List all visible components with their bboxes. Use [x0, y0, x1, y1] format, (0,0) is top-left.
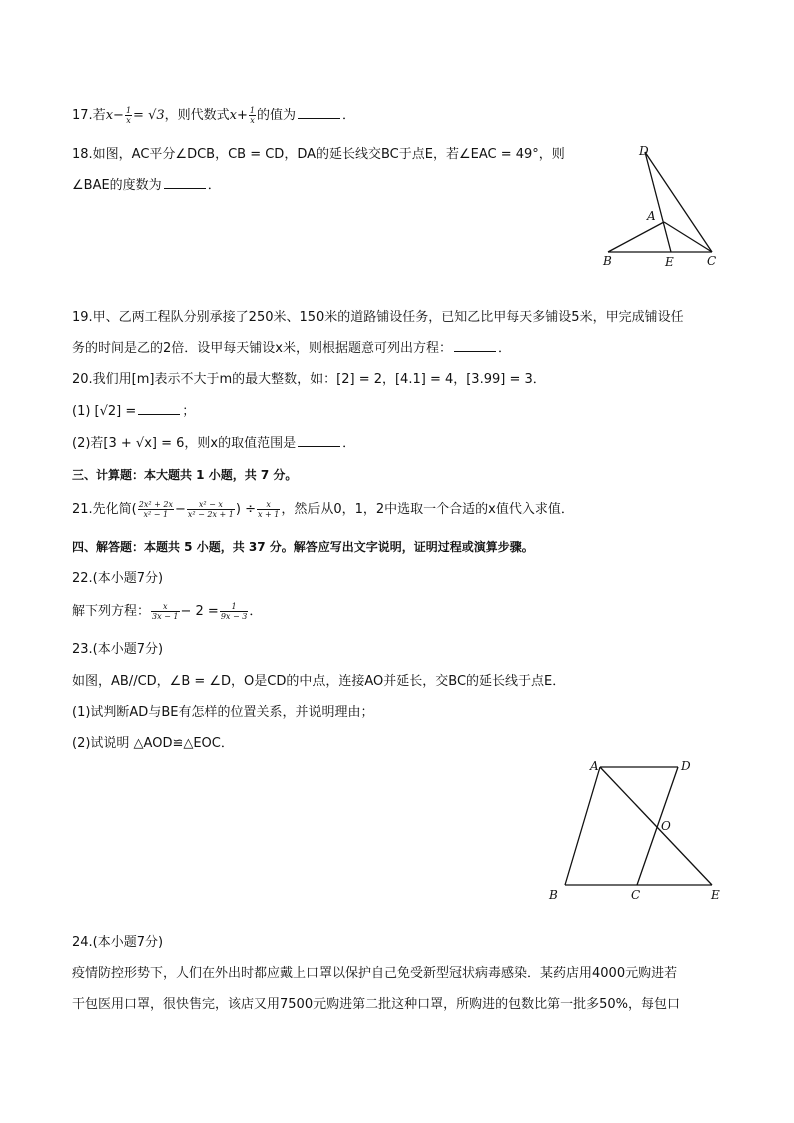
question-24-line1: 疫情防控形势下，人们在外出时都应戴上口罩以保护自己免受新型冠状病毒感染．某药店用4000元购进若 [72, 966, 678, 981]
q17-text: 若 [92, 108, 106, 123]
frac-num: x [151, 602, 179, 612]
punct: ． [342, 108, 356, 123]
segment-ae [600, 767, 712, 885]
q21-text: ，然后从0，1，2中选取一个合适的x值代入求值． [281, 502, 574, 517]
frac-num: 2x² + 2x [138, 500, 173, 509]
segment-ac [664, 222, 712, 252]
q19-text: 务的时间是乙的2倍．设甲每天铺设x米，则根据题意可列出方程： [72, 341, 452, 356]
frac-num: 1 [220, 602, 248, 612]
minus-sign: − [113, 108, 124, 123]
punct: ； [182, 404, 196, 419]
question-23-line1: 如图，AB//CD，∠B = ∠D，O是CD的中点，连接AO并延长，交BC的延长线于点E． [72, 674, 566, 689]
question-18-line1: 18.如图，AC平分∠DCB，CB = CD，DA的延长线交BC于点E，若∠EAC = 49°，则 [72, 147, 565, 162]
frac-den: x + 1 [257, 510, 280, 519]
frac-den: 9x − 3 [220, 612, 248, 621]
answer-blank[interactable] [138, 402, 180, 415]
equation-rhs: = √3 [133, 108, 165, 123]
var-x: x [229, 108, 237, 123]
frac-den: x² − 1 [143, 510, 169, 519]
answer-blank[interactable] [298, 434, 340, 447]
question-23-head: 23.(本小题7分) [72, 642, 164, 657]
label-a: A [647, 209, 656, 223]
question-18-line2 [72, 176, 221, 196]
label-c: C [707, 254, 717, 268]
answer-blank[interactable] [298, 106, 340, 119]
label-d: D [639, 144, 649, 158]
question-20-line1: 20.我们用[m]表示不大于m的最大整数，如：[2] = 2，[4.1] = 4，[3.99] = 3． [72, 372, 546, 387]
section-3-title: 三、计算题：本大题共 1 小题，共 7 分。 [72, 468, 298, 482]
question-20-sub1 [72, 402, 195, 422]
fraction [220, 602, 248, 621]
q20-sub2-text: (2)若[3 + √x] = 6，则x的取值范围是 [72, 436, 297, 451]
segment-ab [565, 767, 600, 885]
question-number: 17. [72, 108, 93, 123]
frac-num: x [257, 500, 280, 510]
q18-text: ∠BAE的度数为 [72, 178, 162, 193]
question-22-head: 22.(本小题7分) [72, 571, 164, 586]
question-22-body [72, 602, 262, 622]
segment-ba [608, 222, 664, 252]
punct: ． [207, 178, 221, 193]
frac-den: 3x − 1 [152, 612, 179, 621]
fraction [138, 500, 174, 519]
divide-sign: ) ÷ [235, 502, 256, 517]
section-4-title: 四、解答题：本题共 5 小题，共 37 分。解答应写出文字说明，证明过程或演算步骤。 [72, 540, 534, 554]
frac-den: x² − 2x + 1 [187, 510, 234, 519]
frac-num: 1 [249, 106, 255, 115]
question-20-sub2 [72, 434, 355, 454]
question-24-line2: 干包医用口罩，很快售完，该店又用7500元购进第二批这种口罩，所购进的包数比第一批多50%，每包口 [72, 997, 680, 1012]
label-e: E [665, 255, 674, 269]
fraction [257, 500, 280, 519]
punct: ． [249, 604, 263, 619]
figure-quadrilateral-abcd [545, 755, 730, 905]
label-b: B [549, 888, 558, 902]
segment-dc [645, 152, 712, 252]
q22-text: 解下列方程： [72, 604, 151, 619]
question-19-line1: 19.甲、乙两工程队分别承接了250米、150米的道路铺设任务，已知乙比甲每天多铺设5米，甲完成铺设任 [72, 310, 684, 325]
fraction [249, 106, 256, 125]
question-24-head: 24.(本小题7分) [72, 935, 164, 950]
frac-num: 1 [125, 106, 132, 115]
frac-den: x [250, 116, 255, 125]
label-o: O [661, 819, 671, 833]
question-17 [72, 106, 355, 126]
question-21 [72, 500, 574, 520]
frac-num: x² − x [187, 500, 235, 510]
q17-text: 的值为 [257, 108, 297, 123]
figure-triangle-dace [595, 138, 725, 273]
answer-blank[interactable] [164, 176, 206, 189]
label-b: B [603, 254, 612, 268]
label-c: C [631, 888, 641, 902]
fraction [125, 106, 132, 125]
minus-sign: − [174, 502, 186, 517]
question-23-sub2: (2)试说明 △AOD≌△EOC． [72, 736, 234, 751]
label-e: E [711, 888, 720, 902]
q20-sub1-text: (1) [√2] = [72, 404, 137, 419]
label-a: A [590, 759, 599, 773]
punct: ． [342, 436, 356, 451]
question-23-sub1: (1)试判断AD与BE有怎样的位置关系，并说明理由； [72, 705, 374, 720]
punct: ． [497, 341, 511, 356]
fraction [151, 602, 179, 621]
label-d: D [681, 759, 691, 773]
equation-mid: − 2 = [180, 604, 219, 619]
frac-den: x [126, 116, 131, 125]
segment-de [645, 152, 671, 252]
segment-dc [637, 767, 678, 885]
answer-blank[interactable] [454, 339, 496, 352]
plus-sign: + [237, 108, 248, 123]
var-x: x [105, 108, 114, 123]
question-19-line2 [72, 339, 511, 359]
q17-text: ，则代数式 [164, 108, 230, 123]
fraction [187, 500, 235, 519]
q21-text: 21.先化简( [72, 502, 137, 517]
